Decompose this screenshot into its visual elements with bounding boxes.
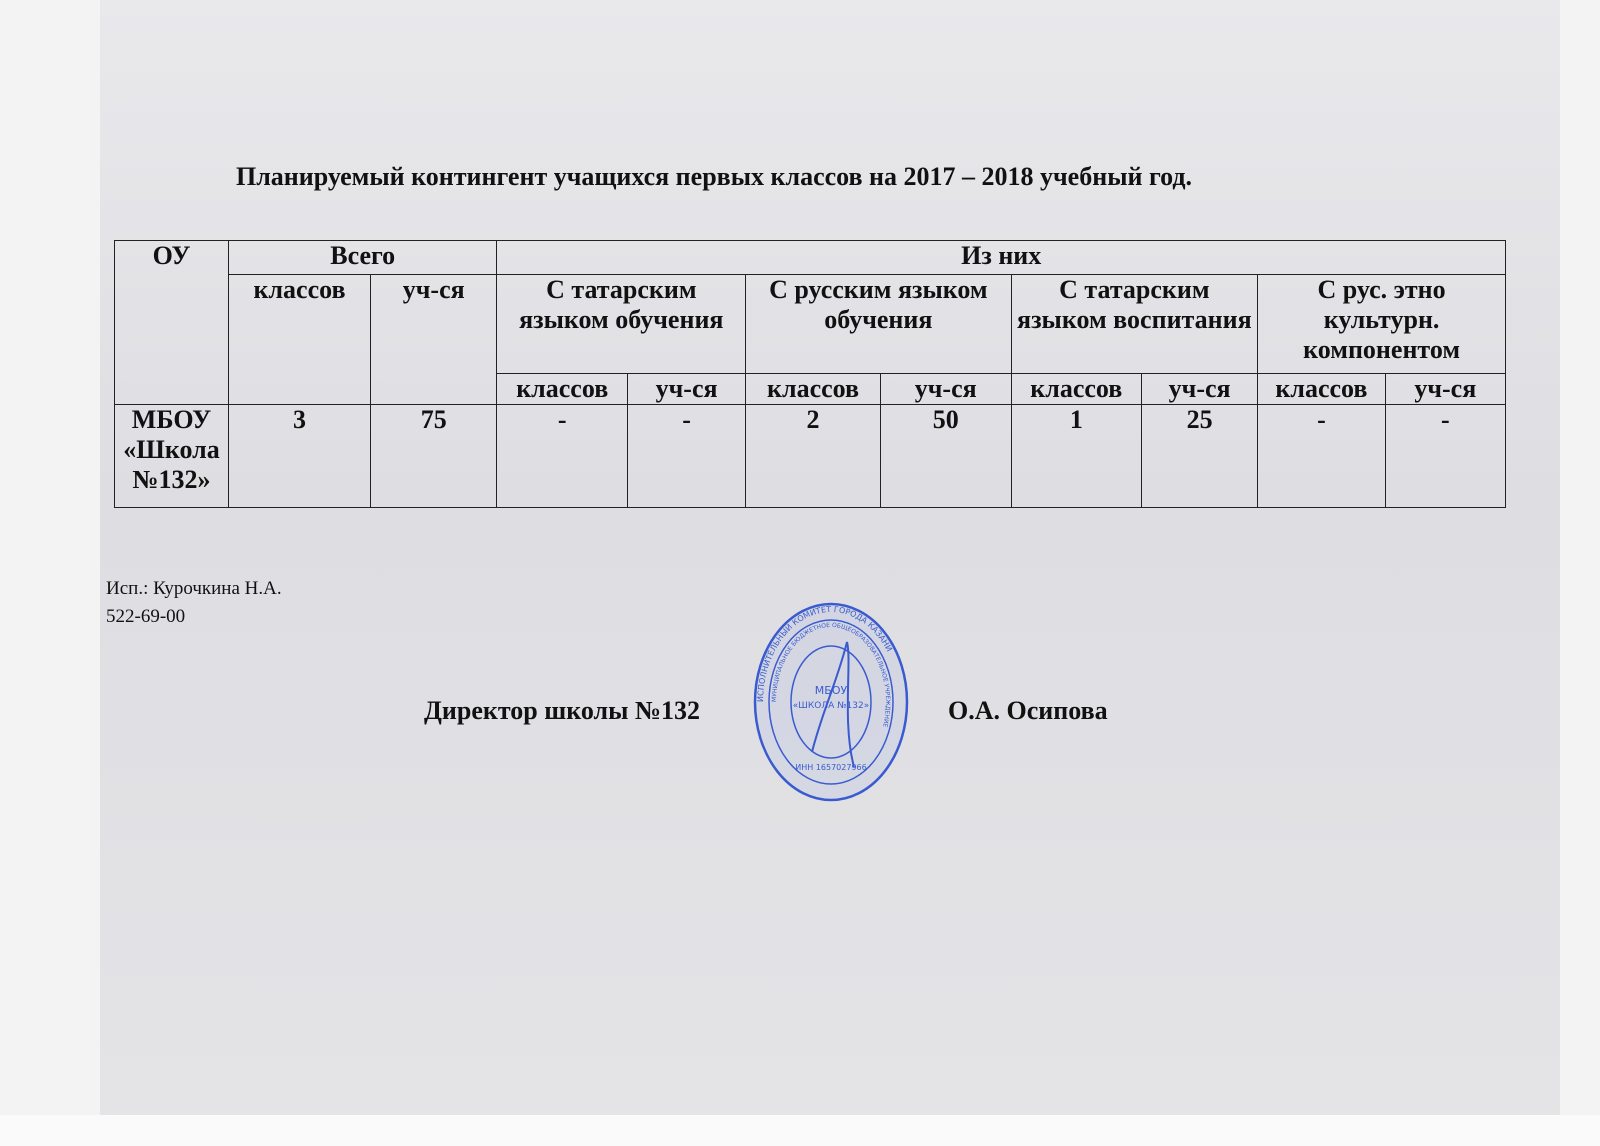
subheader-cell: классов <box>1258 374 1385 405</box>
value-cell: - <box>497 405 628 508</box>
value-cell: - <box>1385 405 1505 508</box>
header-tatar-instruction: С татарским языком обучения <box>497 275 746 374</box>
header-russian-instruction: С русским языком обучения <box>746 275 1011 374</box>
director-name: О.А. Осипова <box>948 696 1108 725</box>
subheader-cell: уч-ся <box>1142 374 1258 405</box>
subheader-cell: классов <box>497 374 628 405</box>
value-cell: 25 <box>1142 405 1258 508</box>
document-title: Планируемый контингент учащихся первых классов на 2017 – 2018 учебный год. <box>236 162 1193 191</box>
value-cell: 75 <box>371 405 497 508</box>
seal-center-text-2: «ШКОЛА №132» <box>792 701 870 711</box>
subheader-cell: уч-ся <box>628 374 746 405</box>
header-total: Всего <box>229 241 497 275</box>
school-name-cell: МБОУ «Школа №132» <box>115 405 229 508</box>
value-cell: 3 <box>229 405 371 508</box>
value-cell: 1 <box>1011 405 1142 508</box>
subheader-cell: уч-ся <box>1385 374 1505 405</box>
header-of-them: Из них <box>497 241 1506 275</box>
header-total-classes: классов <box>229 275 371 405</box>
seal-inn-text: ИНН 1657027966 <box>795 763 867 772</box>
page-bottom-margin <box>0 1115 1600 1146</box>
executor-note: Исп.: Курочкина Н.А. <box>106 578 282 599</box>
subheader-cell: классов <box>1011 374 1142 405</box>
header-tatar-upbringing: С татарским языком воспитания <box>1011 275 1258 374</box>
executor-phone: 522-69-00 <box>106 606 186 627</box>
seal-inner-text: МУНИЦИПАЛЬНОЕ БЮДЖЕТНОЕ ОБЩЕОБРАЗОВАТЕЛЬНОЕ УЧРЕЖДЕНИЕ <box>770 621 892 728</box>
subheader-cell: классов <box>746 374 881 405</box>
header-total-students: уч-ся <box>371 275 497 405</box>
seal-center-text-1: МБОУ <box>814 684 848 697</box>
table-row <box>115 405 1506 508</box>
value-cell: - <box>628 405 746 508</box>
header-ethno-cultural: С рус. этно культурн. компонентом <box>1258 275 1506 374</box>
header-ou: ОУ <box>115 241 229 405</box>
contingent-table <box>114 240 1506 508</box>
school-seal <box>752 602 910 802</box>
value-cell: 50 <box>880 405 1011 508</box>
director-title: Директор школы №132 <box>424 696 700 725</box>
subheader-cell: уч-ся <box>880 374 1011 405</box>
header-row-2 <box>115 275 1506 374</box>
value-cell: 2 <box>746 405 881 508</box>
value-cell: - <box>1258 405 1385 508</box>
header-row-1 <box>115 241 1506 275</box>
seal-outer-text: ИСПОЛНИТЕЛЬНЫЙ КОМИТЕТ ГОРОДА КАЗАНИ <box>755 604 894 703</box>
